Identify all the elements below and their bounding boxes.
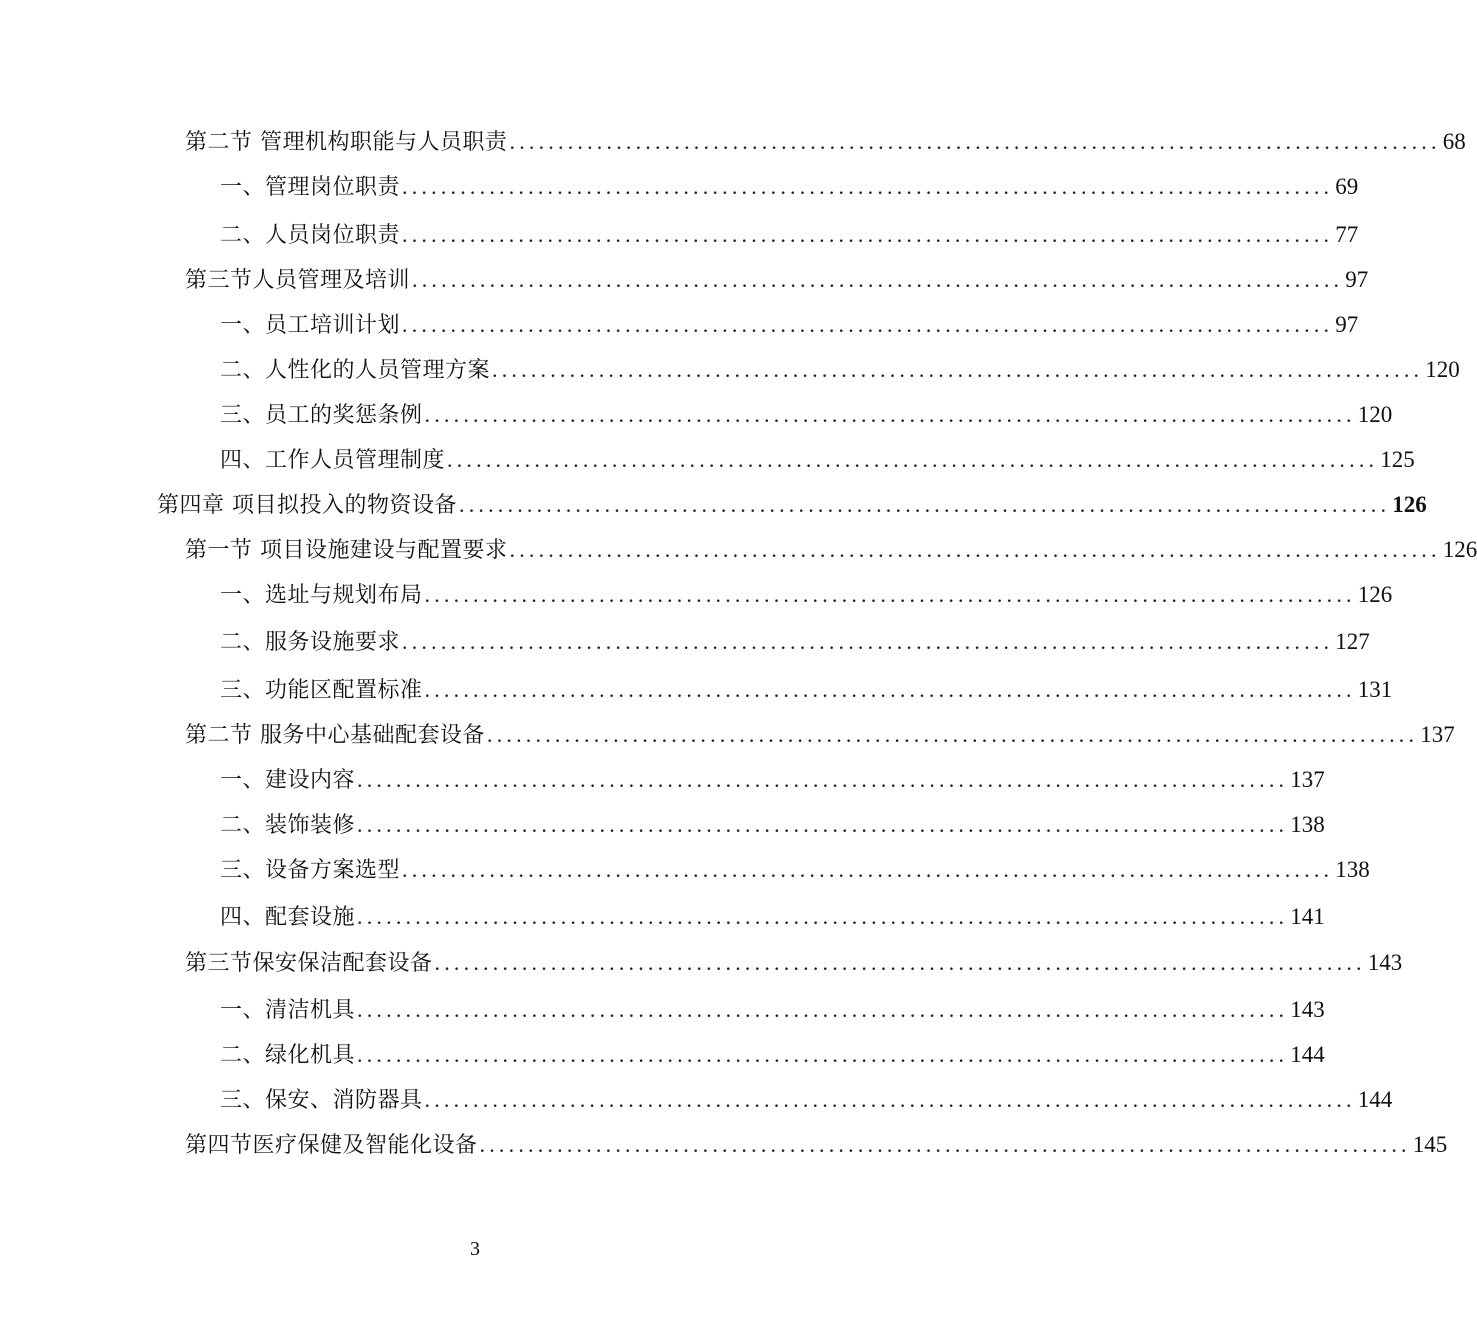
toc-entry-page: 69: [1335, 174, 1359, 199]
toc-entry-title: 第二节 管理机构职能与人员职责: [185, 130, 508, 155]
toc-entry-title: 第三节人员管理及培训: [185, 268, 411, 293]
toc-leader-dots: ................................................................................................: [402, 174, 1334, 199]
toc-entry-page: 126: [1392, 492, 1427, 517]
toc-entry[interactable]: [185, 127, 1466, 157]
toc-entry-page: 68: [1442, 129, 1466, 154]
toc-entry[interactable]: [185, 265, 1369, 295]
toc-entry-title: 三、设备方案选型: [220, 858, 401, 883]
toc-entry-page: 141: [1290, 904, 1325, 929]
toc-entry-page: 137: [1420, 722, 1455, 747]
toc-entry[interactable]: [220, 902, 1325, 932]
toc-entry-title: 四、工作人员管理制度: [220, 448, 446, 473]
toc-entry[interactable]: [220, 995, 1325, 1025]
toc-leader-dots: ................................................................................................: [424, 582, 1356, 607]
toc-leader-dots: ................................................................................................: [509, 129, 1441, 154]
toc-entry-title: 二、人性化的人员管理方案: [220, 358, 491, 383]
toc-entry[interactable]: [220, 580, 1393, 610]
toc-entry-title: 三、功能区配置标准: [220, 678, 423, 703]
toc-entry-title: 一、选址与规划布局: [220, 583, 423, 608]
toc-entry[interactable]: [220, 627, 1370, 657]
toc-entry-page: 120: [1425, 357, 1460, 382]
toc-entry-page: 97: [1345, 267, 1369, 292]
toc-leader-dots: ................................................................................................: [447, 447, 1379, 472]
toc-entry-title: 二、服务设施要求: [220, 630, 401, 655]
toc-leader-dots: ................................................................................................: [424, 1087, 1356, 1112]
toc-leader-dots: ................................................................................................: [357, 1042, 1289, 1067]
toc-entry-title: 二、人员岗位职责: [220, 223, 401, 248]
toc-entry[interactable]: [220, 445, 1415, 475]
toc-entry-page: 143: [1290, 997, 1325, 1022]
toc-leader-dots: ................................................................................................: [424, 677, 1356, 702]
toc-entry-page: 77: [1335, 222, 1359, 247]
toc-entry-title: 第一节 项目设施建设与配置要求: [185, 538, 508, 563]
toc-entry[interactable]: [220, 172, 1359, 202]
toc-entry-title: 第三节保安保洁配套设备: [185, 951, 433, 976]
toc-entry-title: 三、员工的奖惩条例: [220, 403, 423, 428]
toc-entry-page: 126: [1442, 537, 1477, 562]
toc-entry-title: 四、配套设施: [220, 905, 356, 930]
toc-entry[interactable]: [220, 765, 1325, 795]
toc-entry-page: 120: [1357, 402, 1393, 427]
toc-entry-page: 143: [1367, 950, 1403, 975]
toc-entry-title: 二、装饰装修: [220, 813, 356, 838]
toc-entry-title: 一、管理岗位职责: [220, 175, 401, 200]
toc-chapter-entry[interactable]: [157, 490, 1427, 520]
toc-leader-dots: ................................................................................................: [509, 537, 1441, 562]
toc-leader-dots: ................................................................................................: [492, 357, 1424, 382]
toc-leader-dots: ................................................................................................: [357, 812, 1289, 837]
toc-leader-dots: ................................................................................................: [357, 904, 1289, 929]
toc-leader-dots: ................................................................................................: [424, 402, 1356, 427]
toc-entry-page: 126: [1357, 582, 1393, 607]
toc-entry-page: 97: [1335, 312, 1359, 337]
toc-leader-dots: ................................................................................................: [459, 492, 1391, 517]
toc-entry[interactable]: [185, 535, 1477, 565]
toc-leader-dots: ................................................................................................: [479, 1132, 1411, 1157]
toc-entry-title: 一、建设内容: [220, 768, 356, 793]
toc-entry-title: 第四章 项目拟投入的物资设备: [157, 493, 457, 518]
toc-entry-page: 138: [1335, 857, 1370, 882]
toc-entry-page: 137: [1290, 767, 1325, 792]
toc-leader-dots: ................................................................................................: [357, 997, 1289, 1022]
toc-entry[interactable]: [220, 810, 1325, 840]
toc-entry[interactable]: [185, 948, 1403, 978]
toc-entry[interactable]: [220, 400, 1393, 430]
toc-entry[interactable]: [220, 220, 1359, 250]
toc-entry-title: 一、员工培训计划: [220, 313, 401, 338]
toc-entry[interactable]: [185, 720, 1455, 750]
toc-leader-dots: ................................................................................................: [402, 629, 1334, 654]
toc-leader-dots: ................................................................................................: [402, 857, 1334, 882]
toc-entry-page: 127: [1335, 629, 1370, 654]
toc-leader-dots: ................................................................................................: [402, 312, 1334, 337]
toc-leader-dots: ................................................................................................: [412, 267, 1344, 292]
toc-entry-title: 第二节 服务中心基础配套设备: [185, 723, 485, 748]
toc-entry[interactable]: [220, 1040, 1325, 1070]
toc-entry-page: 144: [1290, 1042, 1325, 1067]
toc-entry[interactable]: [220, 310, 1359, 340]
toc-entry[interactable]: [220, 855, 1370, 885]
toc-entry-title: 三、保安、消防器具: [220, 1088, 423, 1113]
toc-entry-page: 144: [1357, 1087, 1393, 1112]
toc-leader-dots: ................................................................................................: [434, 950, 1366, 975]
toc-entry[interactable]: [220, 1085, 1393, 1115]
toc-entry[interactable]: [220, 355, 1460, 385]
page-number: 3: [470, 1238, 480, 1260]
toc-entry-title: 二、绿化机具: [220, 1043, 356, 1068]
toc-entry[interactable]: [220, 675, 1393, 705]
toc-leader-dots: ................................................................................................: [357, 767, 1289, 792]
toc-entry-title: 第四节医疗保健及智能化设备: [185, 1133, 478, 1158]
toc-entry-page: 138: [1290, 812, 1325, 837]
toc-leader-dots: ................................................................................................: [402, 222, 1334, 247]
toc-entry-title: 一、清洁机具: [220, 998, 356, 1023]
toc-entry-page: 131: [1357, 677, 1393, 702]
toc-entry-page: 145: [1412, 1132, 1448, 1157]
toc-leader-dots: ................................................................................................: [487, 722, 1419, 747]
toc-entry[interactable]: [185, 1130, 1448, 1160]
toc-entry-page: 125: [1380, 447, 1415, 472]
